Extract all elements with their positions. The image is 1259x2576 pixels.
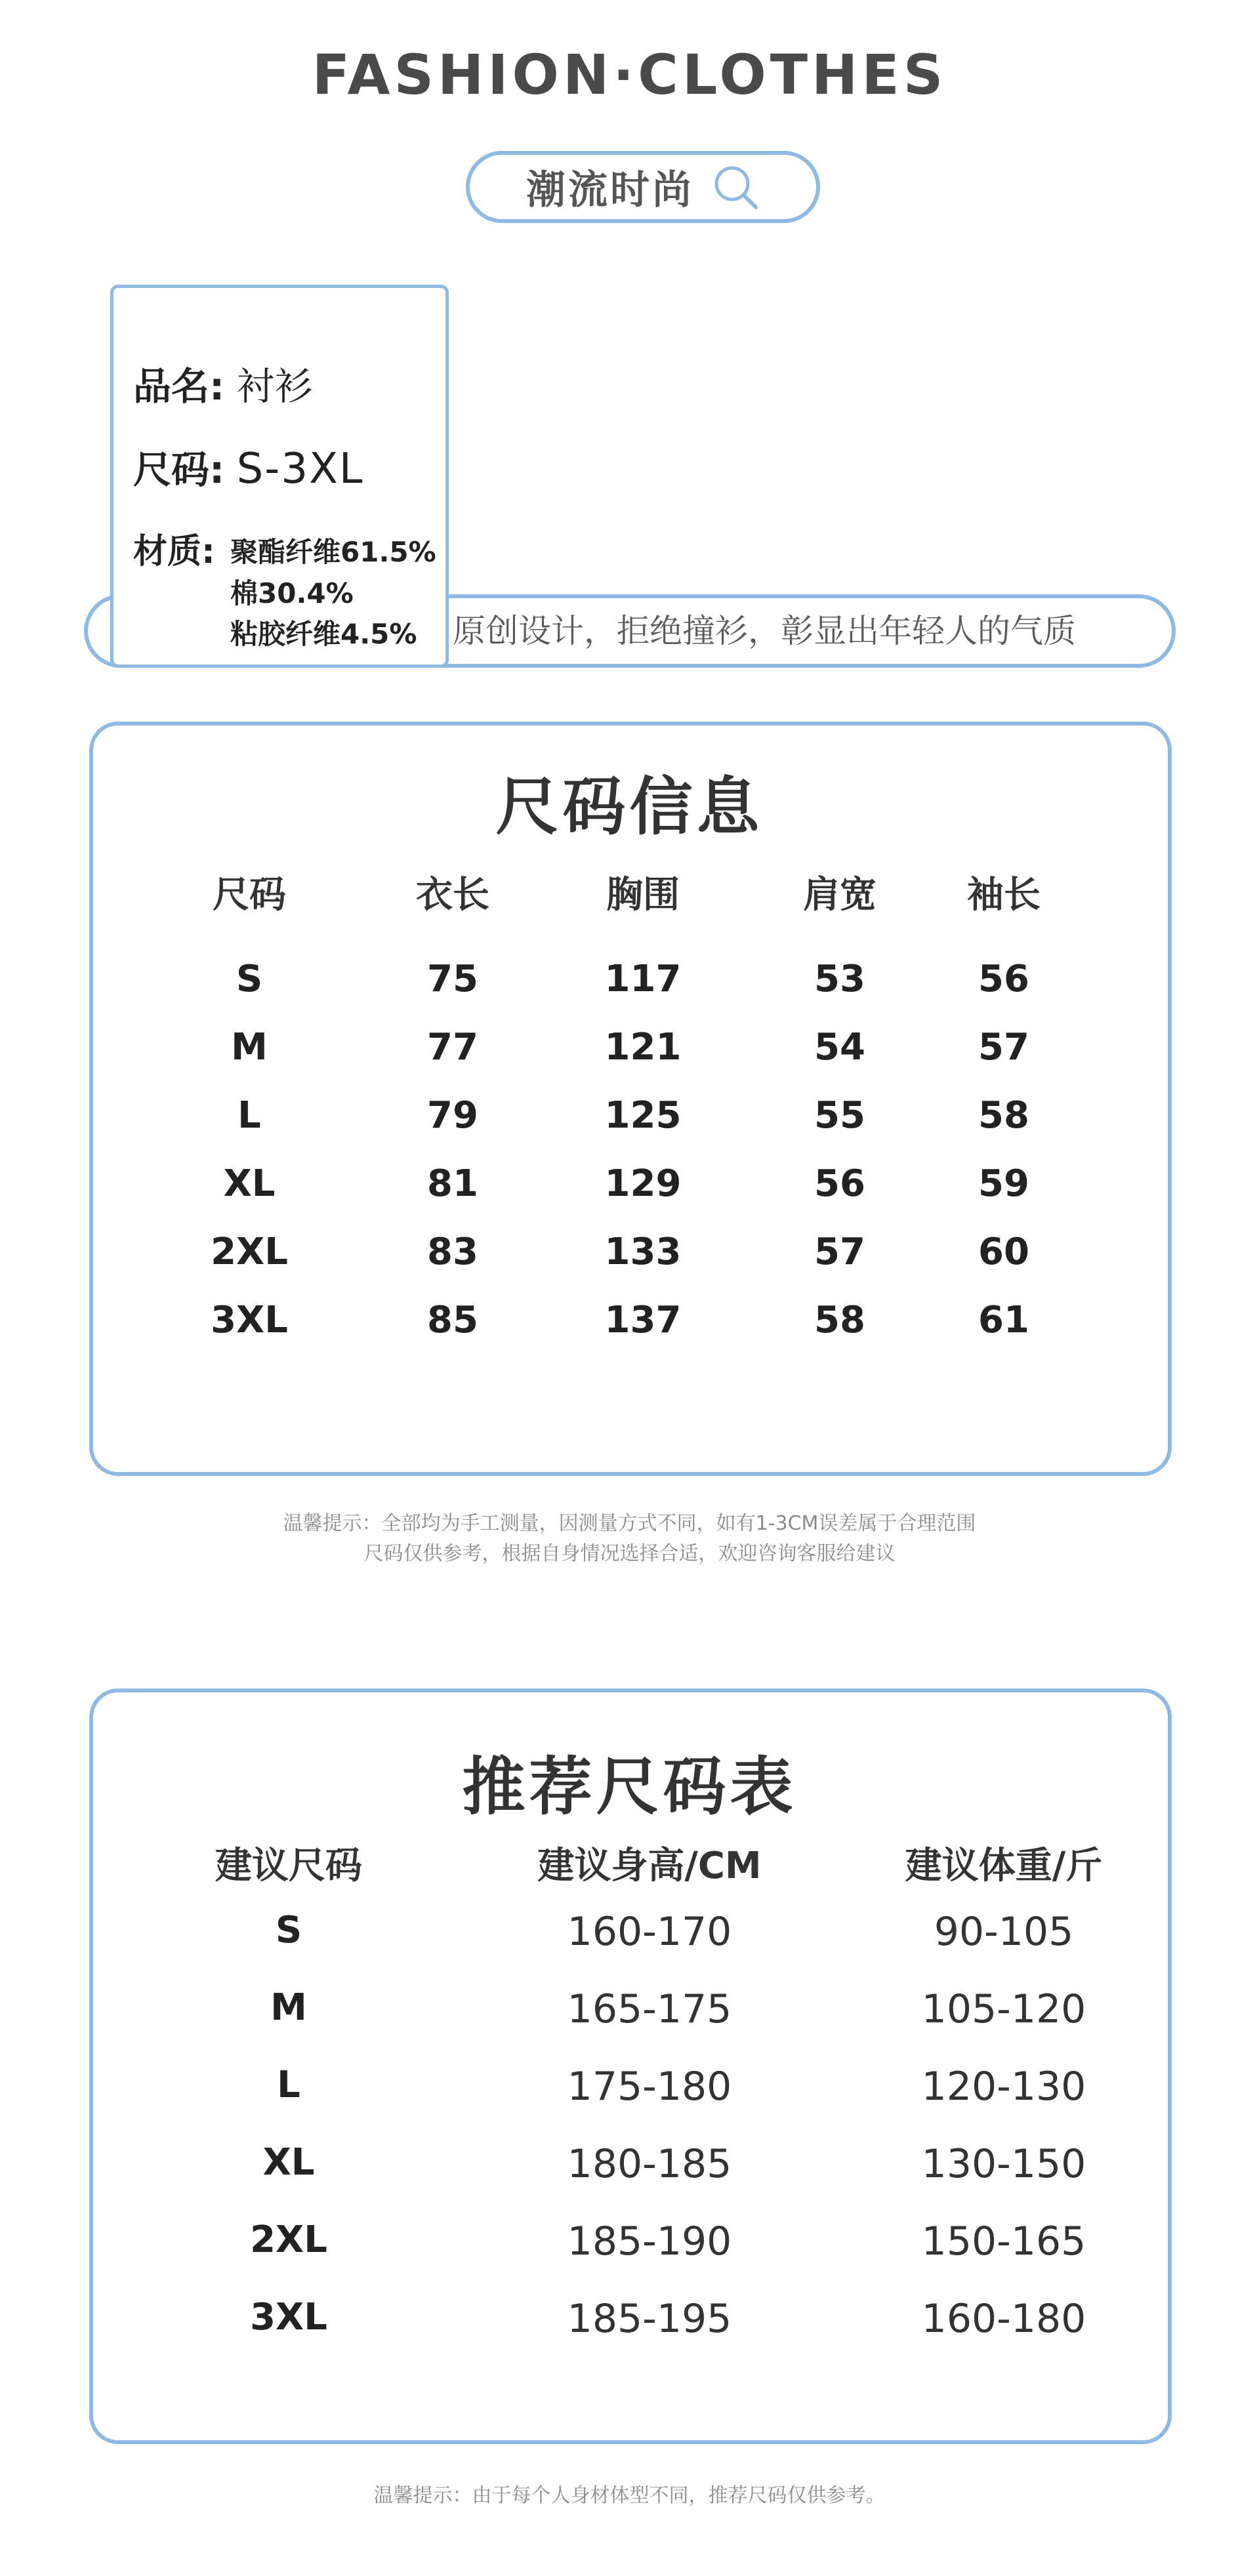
- product-name-label: 品名:: [133, 364, 225, 409]
- product-size-row: [133, 443, 364, 496]
- rec-table-cell: 3XL: [250, 2296, 327, 2339]
- size-table-header-0: 尺码: [213, 874, 286, 916]
- search-icon[interactable]: [711, 163, 760, 211]
- size-table-cell: 137: [604, 1299, 682, 1341]
- recommended-size-title: 推荐尺码表: [462, 1750, 797, 1824]
- slogan-text: 原创设计，拒绝撞衫，彰显出年轻人的气质: [453, 612, 1076, 650]
- size-table-cell: XL: [223, 1162, 276, 1205]
- rec-table-cell: 105-120: [921, 1986, 1086, 2032]
- size-info-title: 尺码信息: [495, 770, 764, 844]
- product-size-label: 尺码:: [133, 447, 225, 492]
- material-item: 聚酯纤维61.5%: [230, 536, 436, 568]
- product-name-row: [133, 360, 313, 413]
- product-info-card: [110, 285, 449, 668]
- product-size-value: S-3XL: [236, 445, 364, 493]
- size-table-cell: 58: [978, 1094, 1029, 1137]
- rec-table-cell: 2XL: [250, 2218, 327, 2261]
- rec-table-cell: 90-105: [934, 1909, 1074, 1955]
- search-pill-text: 潮流时尚: [526, 167, 694, 213]
- rec-table-header-2: 建议体重/斤: [905, 1845, 1103, 1887]
- size-table-cell: 85: [427, 1299, 478, 1341]
- size-table-cell: 117: [604, 958, 682, 1000]
- rec-table-cell: 160-180: [921, 2296, 1086, 2342]
- rec-table-cell: 175-180: [567, 2064, 732, 2110]
- rec-table-header-1: 建议身高/CM: [537, 1845, 762, 1887]
- size-table-cell: 77: [427, 1026, 478, 1069]
- size-table-cell: 60: [978, 1231, 1029, 1273]
- rec-table-cell: XL: [262, 2141, 315, 2184]
- size-table-cell: 133: [604, 1231, 682, 1273]
- size-table-cell: 56: [978, 958, 1029, 1000]
- size-table-cell: 56: [814, 1162, 865, 1205]
- size-table-header-1: 衣长: [416, 874, 489, 916]
- size-table-cell: 59: [978, 1162, 1029, 1205]
- size-table-cell: 83: [427, 1231, 478, 1273]
- size-table-cell: 75: [427, 958, 478, 1000]
- size-tip-line-2: 尺码仅供参考，根据自身情况选择合适，欢迎咨询客服给建议: [363, 1542, 896, 1565]
- size-table-cell: L: [237, 1094, 261, 1137]
- size-tip-line-1: 温馨提示：全部均为手工测量，因测量方式不同，如有1-3CM误差属于合理范围: [283, 1512, 976, 1535]
- rec-table-cell: 185-190: [567, 2218, 732, 2264]
- rec-table-cell: L: [277, 2064, 300, 2106]
- rec-table-cell: S: [275, 1909, 302, 1952]
- size-table-cell: 54: [814, 1026, 865, 1069]
- size-table-cell: 61: [978, 1299, 1029, 1341]
- rec-table-cell: 165-175: [567, 1986, 732, 2032]
- size-table-cell: 57: [814, 1231, 865, 1273]
- product-material-row: [133, 532, 215, 572]
- size-table-cell: 81: [427, 1162, 478, 1205]
- size-table-cell: 58: [814, 1299, 865, 1341]
- brand-title: FASHION·CLOTHES: [312, 43, 947, 107]
- size-table-cell: 3XL: [211, 1299, 288, 1341]
- product-material-label: 材质:: [133, 532, 215, 571]
- rec-table-header-0: 建议尺码: [215, 1845, 362, 1887]
- size-table-cell: 121: [604, 1026, 682, 1069]
- rec-table-cell: 185-195: [567, 2296, 732, 2342]
- material-item: 棉30.4%: [230, 577, 354, 609]
- size-table-cell: 2XL: [211, 1231, 288, 1273]
- rec-table-cell: 120-130: [921, 2064, 1086, 2110]
- size-table-header-4: 袖长: [967, 874, 1041, 916]
- rec-table-cell: 180-185: [567, 2141, 732, 2187]
- search-pill[interactable]: [466, 151, 820, 223]
- rec-table-cell: 160-170: [567, 1909, 732, 1955]
- size-table-cell: 129: [604, 1162, 682, 1205]
- size-table-cell: 53: [814, 958, 865, 1000]
- rec-table-cell: 150-165: [921, 2218, 1086, 2264]
- product-name-value: 衬衫: [236, 364, 313, 409]
- size-table-cell: 79: [427, 1094, 478, 1137]
- size-table-header-2: 胸围: [606, 874, 680, 916]
- recommended-tip: 温馨提示：由于每个人身材体型不同，推荐尺码仅供参考。: [373, 2484, 886, 2507]
- size-table-header-3: 肩宽: [803, 874, 877, 916]
- size-table-cell: S: [236, 958, 263, 1000]
- size-table-cell: 55: [814, 1094, 865, 1137]
- material-item: 粘胶纤维4.5%: [230, 618, 417, 650]
- size-table-cell: 57: [978, 1026, 1029, 1069]
- rec-table-cell: 130-150: [921, 2141, 1086, 2187]
- size-table-cell: 125: [604, 1094, 682, 1137]
- size-table-cell: M: [231, 1026, 268, 1069]
- rec-table-cell: M: [270, 1986, 307, 2029]
